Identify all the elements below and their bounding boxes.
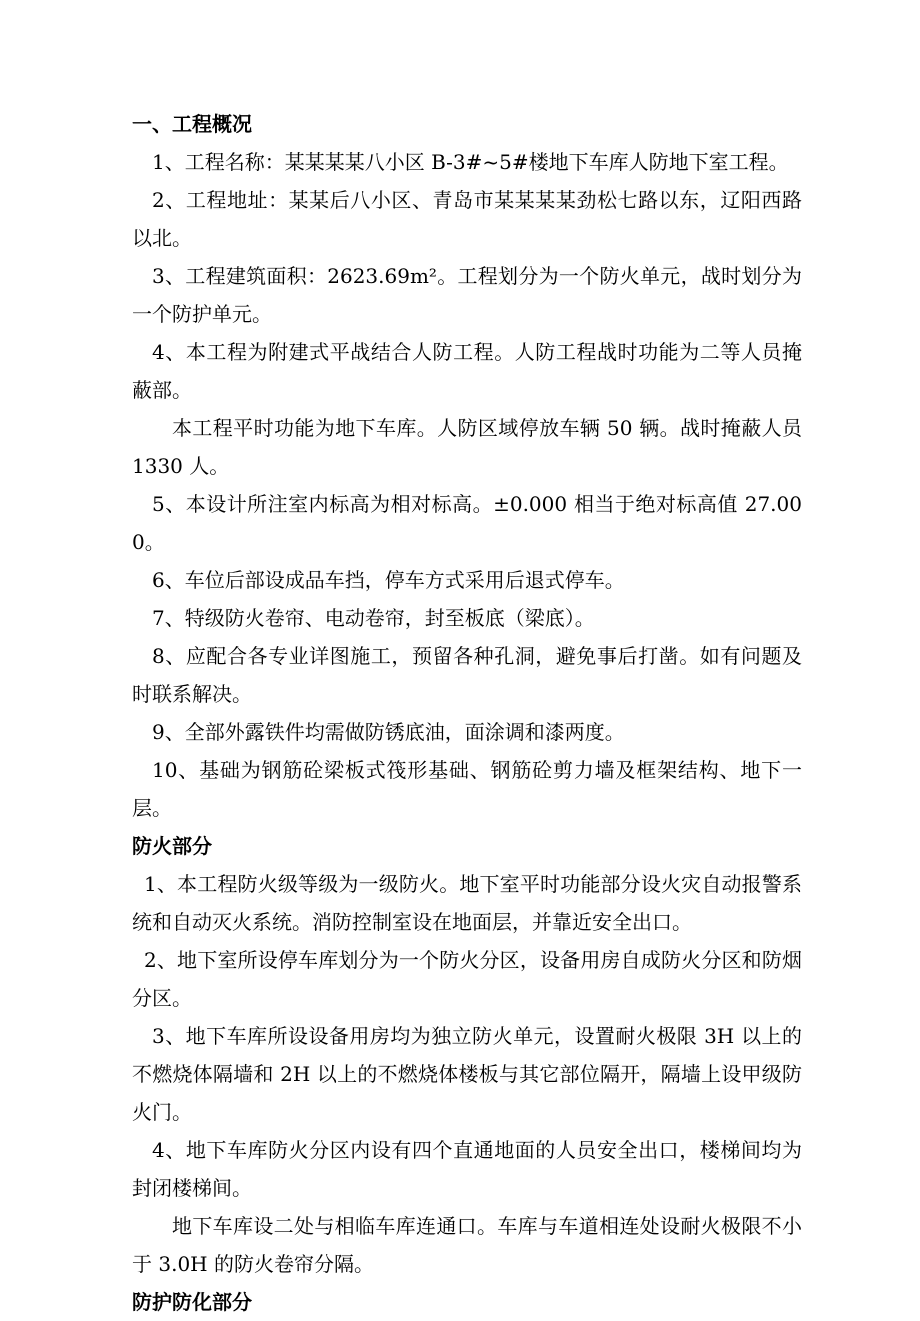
fire-item-4: 4、地下车库防火分区内设有四个直通地面的人员安全出口，楼梯间均为封闭楼梯间。 bbox=[132, 1138, 802, 1200]
overview-item-4: 4、本工程为附建式平战结合人防工程。人防工程战时功能为二等人员掩蔽部。 bbox=[132, 340, 802, 402]
overview-item-4-continued: 本工程平时功能为地下车库。人防区域停放车辆 50 辆。战时掩蔽人员 1330 人。 bbox=[132, 416, 802, 478]
overview-item-3: 3、工程建筑面积：2623.69m²。工程划分为一个防火单元，战时划分为一个防护单元。 bbox=[132, 264, 802, 326]
fire-item-1: 1、本工程防火级等级为一级防火。地下室平时功能部分设火灾自动报警系统和自动灭火系统。消防控制室设在地面层，并靠近安全出口。 bbox=[132, 872, 802, 934]
fire-item-2: 2、地下室所设停车库划分为一个防火分区，设备用房自成防火分区和防烟分区。 bbox=[132, 948, 802, 1010]
fire-item-3: 3、地下车库所设设备用房均为独立防火单元，设置耐火极限 3H 以上的不燃烧体隔墙和 2H 以上的不燃烧体楼板与其它部位隔开，隔墙上设甲级防火门。 bbox=[132, 1024, 802, 1124]
document-page bbox=[132, 105, 802, 1321]
section-heading-fire-protection: 防火部分 bbox=[132, 834, 212, 858]
overview-item-5: 5、本设计所注室内标高为相对标高。±0.000 相当于绝对标高值 27.000。 bbox=[132, 492, 802, 554]
overview-item-6: 6、车位后部设成品车挡，停车方式采用后退式停车。 bbox=[152, 568, 625, 592]
section-heading-protection-chemical: 防护防化部分 bbox=[132, 1290, 252, 1314]
overview-item-10: 10、基础为钢筋砼梁板式筏形基础、钢筋砼剪力墙及框架结构、地下一层。 bbox=[132, 758, 802, 820]
overview-item-2: 2、工程地址：某某后八小区、青岛市某某某某劲松七路以东，辽阳西路以北。 bbox=[132, 188, 802, 250]
fire-item-4-continued: 地下车库设二处与相临车库连通口。车库与车道相连处设耐火极限不小于 3.0H 的防火卷帘分隔。 bbox=[132, 1214, 802, 1276]
section-heading-overview: 一、工程概况 bbox=[132, 112, 252, 136]
overview-item-7: 7、特级防火卷帘、电动卷帘，封至板底（梁底）。 bbox=[152, 606, 595, 630]
overview-item-8: 8、应配合各专业详图施工，预留各种孔洞，避免事后打凿。如有问题及时联系解决。 bbox=[132, 644, 802, 706]
overview-item-9: 9、全部外露铁件均需做防锈底油，面涂调和漆两度。 bbox=[152, 720, 625, 744]
overview-item-1: 1、工程名称：某某某某八小区 B-3#~5#楼地下车库人防地下室工程。 bbox=[152, 150, 789, 174]
